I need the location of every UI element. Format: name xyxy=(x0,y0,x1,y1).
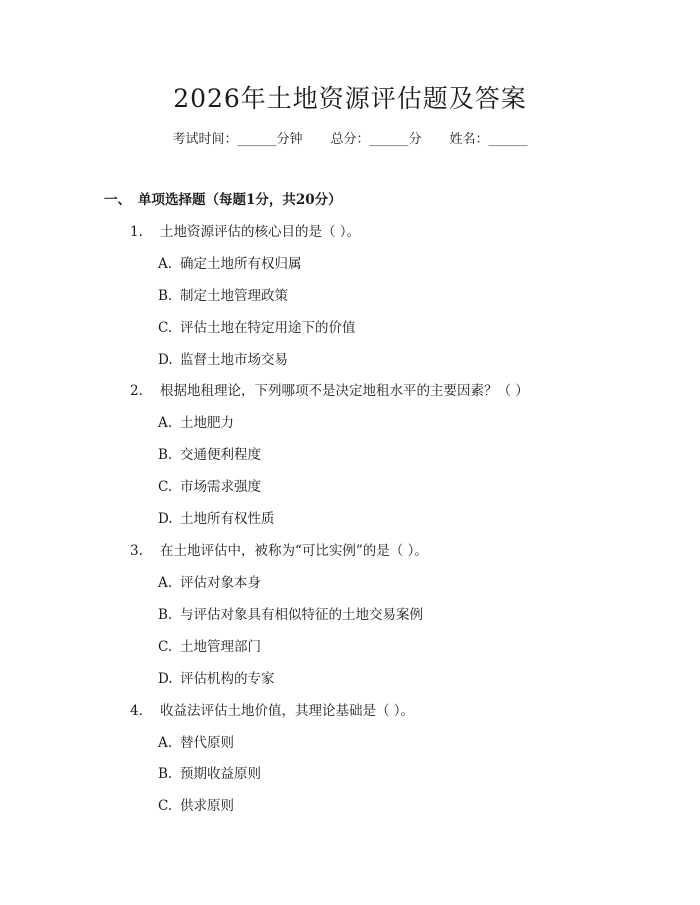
question-text: 土地资源评估的核心目的是（ ）。 xyxy=(160,224,361,240)
student-name: 姓名：______ xyxy=(449,132,528,147)
option-text: 监督土地市场交易 xyxy=(180,352,288,368)
option-letter: D. xyxy=(158,511,173,527)
option-letter: B. xyxy=(158,607,173,623)
option-text: 评估土地在特定用途下的价值 xyxy=(180,320,356,336)
option-letter: A. xyxy=(158,256,173,272)
option xyxy=(158,445,261,465)
option-letter: A. xyxy=(158,575,173,591)
option-text: 市场需求强度 xyxy=(180,479,261,495)
page-title: 2026年土地资源评估题及答案 xyxy=(173,84,527,113)
option-text: 预期收益原则 xyxy=(180,766,261,782)
option xyxy=(158,509,275,529)
option-letter: C. xyxy=(158,479,173,495)
question xyxy=(130,701,414,721)
section-title: 单项选择题（每题1分，共20分） xyxy=(138,192,342,208)
option xyxy=(158,669,275,689)
option-text: 评估机构的专家 xyxy=(180,671,275,687)
option-text: 交通便利程度 xyxy=(180,447,261,463)
option-text: 确定土地所有权归属 xyxy=(180,256,302,272)
exam-meta xyxy=(0,130,700,150)
option xyxy=(158,254,302,274)
option-text: 制定土地管理政策 xyxy=(180,288,288,304)
option xyxy=(158,605,423,625)
option xyxy=(158,796,234,816)
option xyxy=(158,764,261,784)
option-text: 替代原则 xyxy=(180,735,234,751)
option-text: 供求原则 xyxy=(180,798,234,814)
option xyxy=(158,573,261,593)
section-heading xyxy=(104,190,342,210)
question xyxy=(130,541,428,561)
exam-time: 考试时间：______分钟 xyxy=(172,132,303,147)
question xyxy=(130,222,360,242)
option-letter: B. xyxy=(158,766,173,782)
option-letter: A. xyxy=(158,415,173,431)
option-text: 评估对象本身 xyxy=(180,575,261,591)
option xyxy=(158,286,288,306)
option-letter: C. xyxy=(158,639,173,655)
section-number: 一、 xyxy=(104,192,131,208)
option-letter: A. xyxy=(158,735,173,751)
option xyxy=(158,318,356,338)
question-text: 在土地评估中，被称为“可比实例”的是（ ）。 xyxy=(160,543,428,559)
option-text: 与评估对象具有相似特征的土地交易案例 xyxy=(180,607,423,623)
question-number: 1. xyxy=(130,224,143,240)
option-letter: D. xyxy=(158,352,173,368)
option xyxy=(158,413,234,433)
question-text: 收益法评估土地价值，其理论基础是（ ）。 xyxy=(160,703,415,719)
option-letter: C. xyxy=(158,798,173,814)
exam-score: 总分：______分 xyxy=(330,132,422,147)
option-text: 土地所有权性质 xyxy=(180,511,275,527)
question xyxy=(130,381,529,401)
option xyxy=(158,733,234,753)
option xyxy=(158,350,288,370)
option-text: 土地肥力 xyxy=(180,415,234,431)
option xyxy=(158,477,261,497)
question-number: 3. xyxy=(130,543,143,559)
option-text: 土地管理部门 xyxy=(180,639,261,655)
option-letter: C. xyxy=(158,320,173,336)
option-letter: B. xyxy=(158,288,173,304)
question-text: 根据地租理论，下列哪项不是决定地租水平的主要因素？（ ） xyxy=(160,383,529,399)
option xyxy=(158,637,261,657)
question-number: 4. xyxy=(130,703,143,719)
option-letter: D. xyxy=(158,671,173,687)
question-number: 2. xyxy=(130,383,143,399)
option-letter: B. xyxy=(158,447,173,463)
